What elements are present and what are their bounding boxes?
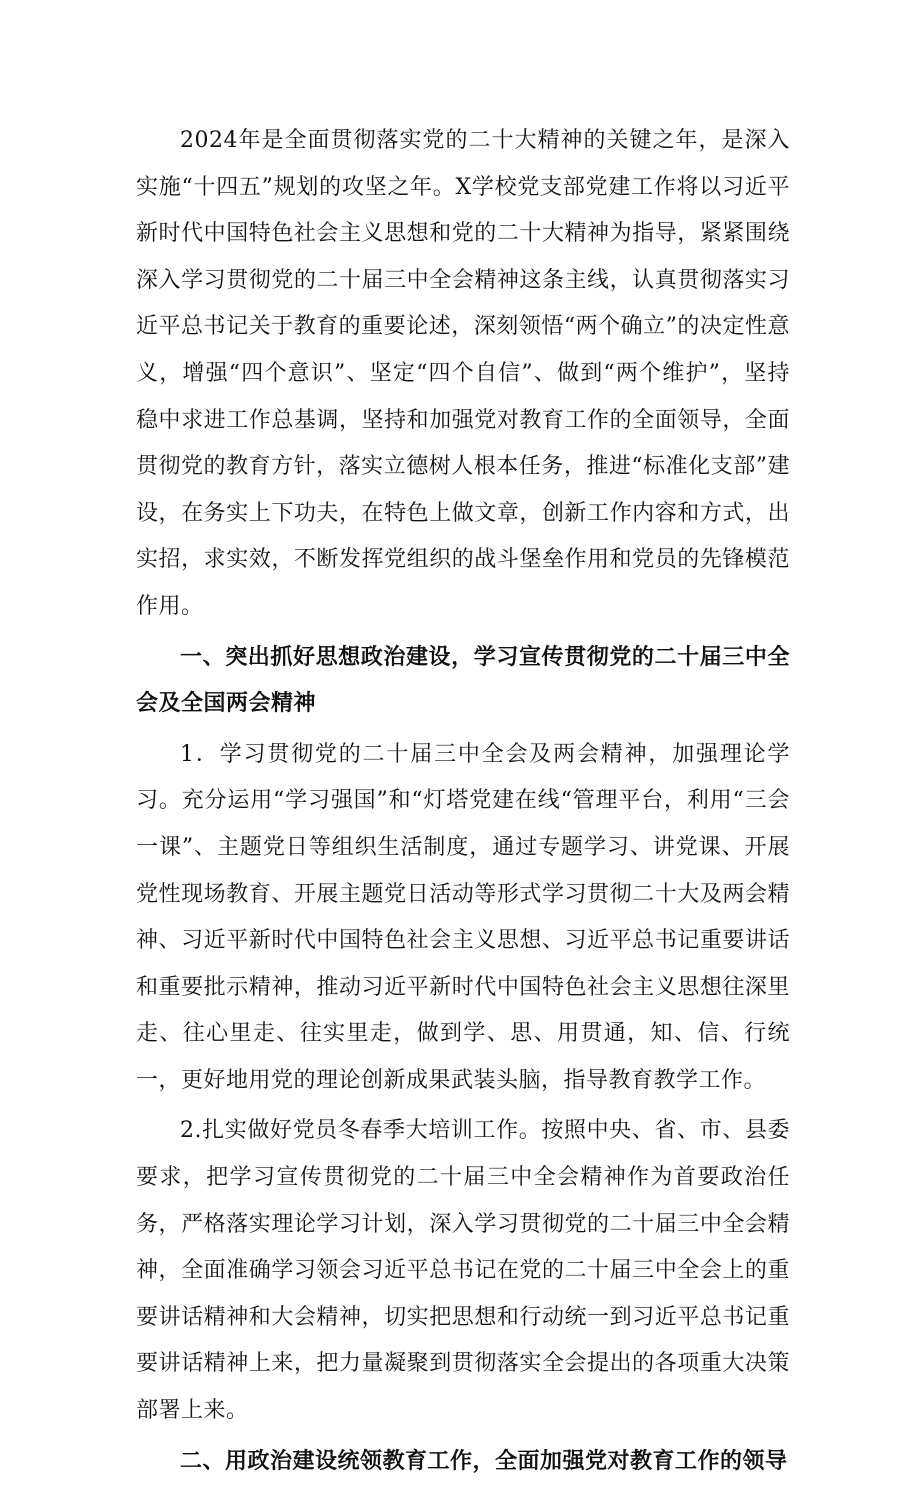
item-2-paragraph: 2.扎实做好党员冬春季大培训工作。按照中央、省、市、县委要求，把学习宣传贯彻党的二十届三中全会精神作为首要政治任务，严格落实理论学习计划，深入学习贯彻党的二十届三中全会精神，全面准确学习领会习近平总书记在党的二十届三中全会上的重要讲话精神和大会精神，切实把思想和行动统一到习近平总书记重要讲话精神上来，把力量凝聚到贯彻落实全会提出的各项重大决策部署上来。	[136, 1118, 790, 1424]
section-1-heading: 一、突出抓好思想政治建设，学习宣传贯彻党的二十届三中全会及全国两会精神	[136, 644, 790, 717]
item-1-paragraph: 1．学习贯彻党的二十届三中全会及两会精神，加强理论学习。充分运用“学习强国”和“灯塔党建在线“管理平台，利用“三会一课”、主题党日等组织生活制度，通过专题学习、讲党课、开展党性现场教育、开展主题党日活动等形式学习贯彻二十大及两会精神、习近平新时代中国特色社会主义思想、习近平总书记重要讲话和重要批示精神，推动习近平新时代中国特色社会主义思想往深里走、往心里走、往实里走，做到学、思、用贯通，知、信、行统一，更好地用党的理论创新成果武装头脑，指导教育教学工作。	[136, 741, 790, 1093]
intro-paragraph: 2024年是全面贯彻落实党的二十大精神的关键之年，是深入实施“十四五”规划的攻坚之年。X学校党支部党建工作将以习近平新时代中国特色社会主义思想和党的二十大精神为指导，紧紧围绕深入学习贯彻党的二十届三中全会精神这条主线，认真贯彻落实习近平总书记关于教育的重要论述，深刻领悟“两个确立”的决定性意义，增强“四个意识”、坚定“四个自信”、做到“两个维护”，坚持稳中求进工作总基调，坚持和加强党对教育工作的全面领导，全面贯彻党的教育方针，落实立德树人根本任务，推进“标准化支部”建设，在务实上下功夫，在特色上做文章，创新工作内容和方式，出实招，求实效，不断发挥党组织的战斗堡垒作用和党员的先锋模范作用。	[136, 128, 790, 619]
section-2-heading: 二、用政治建设统领教育工作，全面加强党对教育工作的领导	[180, 1448, 788, 1474]
